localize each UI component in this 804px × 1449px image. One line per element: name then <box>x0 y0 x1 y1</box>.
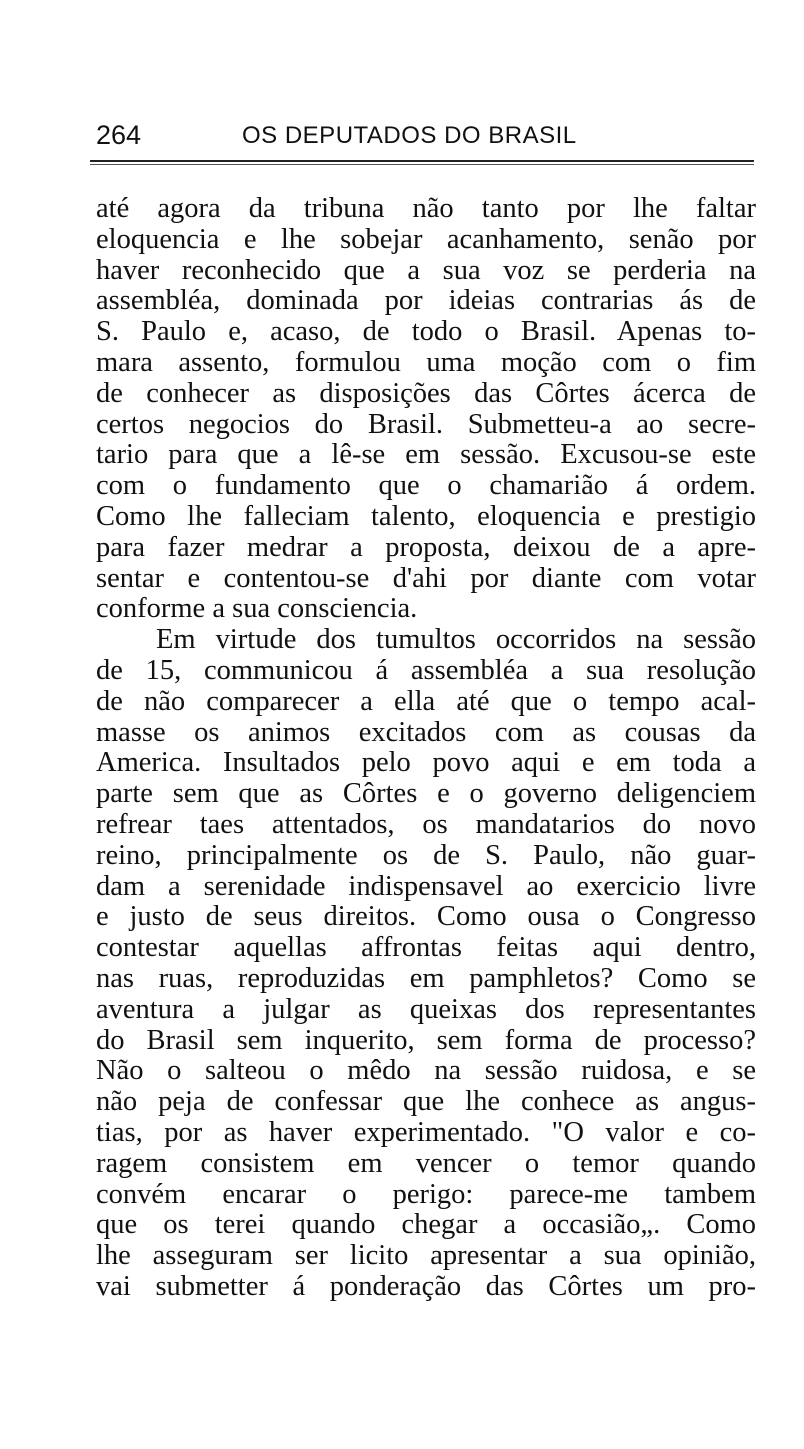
text-line: contestar aquellas affrontas feitas aqui dentro, <box>96 933 756 964</box>
text-line: de 15, communicou á assembléa a sua resolução <box>96 655 756 686</box>
text-line: que os terei quando chegar a occasião„. Como <box>96 1210 756 1241</box>
text-line: até agora da tribuna não tanto por lhe faltar <box>96 194 756 224</box>
body-text <box>96 194 756 1303</box>
text-line: e justo de seus direitos. Como ousa o Congresso <box>96 902 756 933</box>
text-line: nas ruas, reproduzidas em pamphletos? Como se <box>96 963 756 994</box>
text-line: lhe asseguram ser licito apresentar a sua opinião, <box>96 1241 756 1272</box>
text-line: dam a serenidade indispensavel ao exercicio livre <box>96 871 756 902</box>
text-line: para fazer medrar a proposta, deixou de a apre- <box>96 532 756 563</box>
text-line: com o fundamento que o chamarião á ordem. <box>96 471 756 502</box>
text-line: Como lhe falleciam talento, eloquencia e prestigio <box>96 501 756 532</box>
text-line: de não comparecer a ella até que o tempo acal- <box>96 686 756 717</box>
text-line: tario para que a lê-se em sessão. Excusou-se este <box>96 440 756 471</box>
text-line-paragraph-start: Em virtude dos tumultos occorridos na sessão <box>156 625 756 656</box>
text-line-paragraph-end: conforme a sua consciencia. <box>96 594 418 625</box>
header-rule-thin <box>90 164 754 165</box>
text-line: não peja de confessar que lhe conhece as angus- <box>96 1087 756 1118</box>
text-line: refrear taes attentados, os mandatarios do novo <box>96 809 756 840</box>
text-line: de conhecer as disposições das Côrtes ácerca de <box>96 378 756 409</box>
text-line: convém encarar o perigo: parece-me tambem <box>96 1179 756 1210</box>
text-line: certos negocios do Brasil. Submetteu-a ao secre- <box>96 409 756 440</box>
text-line: do Brasil sem inquerito, sem forma de processo? <box>96 1025 756 1056</box>
header-rule <box>90 160 754 162</box>
page-header <box>96 120 756 160</box>
text-line: parte sem que as Côrtes e o governo deligenciem <box>96 779 756 810</box>
text-line: America. Insultados pelo povo aqui e em toda a <box>96 748 756 779</box>
text-line: S. Paulo e, acaso, de todo o Brasil. Apenas to- <box>96 317 756 348</box>
page-number: 264 <box>96 120 142 150</box>
text-line: reino, principalmente os de S. Paulo, não guar- <box>96 840 756 871</box>
running-title: OS DEPUTADOS DO BRASIL <box>242 122 577 149</box>
text-line: ragem consistem em vencer o temor quando <box>96 1148 756 1179</box>
text-line: masse os animos excitados com as cousas da <box>96 717 756 748</box>
text-line: tias, por as haver experimentado. "O valor e co- <box>96 1117 756 1148</box>
text-line: Não o salteou o mêdo na sessão ruidosa, e se <box>96 1056 756 1087</box>
text-line: mara assento, formulou uma moção com o fim <box>96 347 756 378</box>
text-line: sentar e contentou-se d'ahi por diante com votar <box>96 563 756 594</box>
text-line: assembléa, dominada por ideias contrarias ás de <box>96 286 756 317</box>
text-line: eloquencia e lhe sobejar acanhamento, senão por <box>96 224 756 255</box>
text-line: haver reconhecido que a sua voz se perderia na <box>96 255 756 286</box>
text-line: vai submetter á ponderação das Côrtes um pro- <box>96 1271 756 1302</box>
text-line: aventura a julgar as queixas dos representantes <box>96 994 756 1025</box>
